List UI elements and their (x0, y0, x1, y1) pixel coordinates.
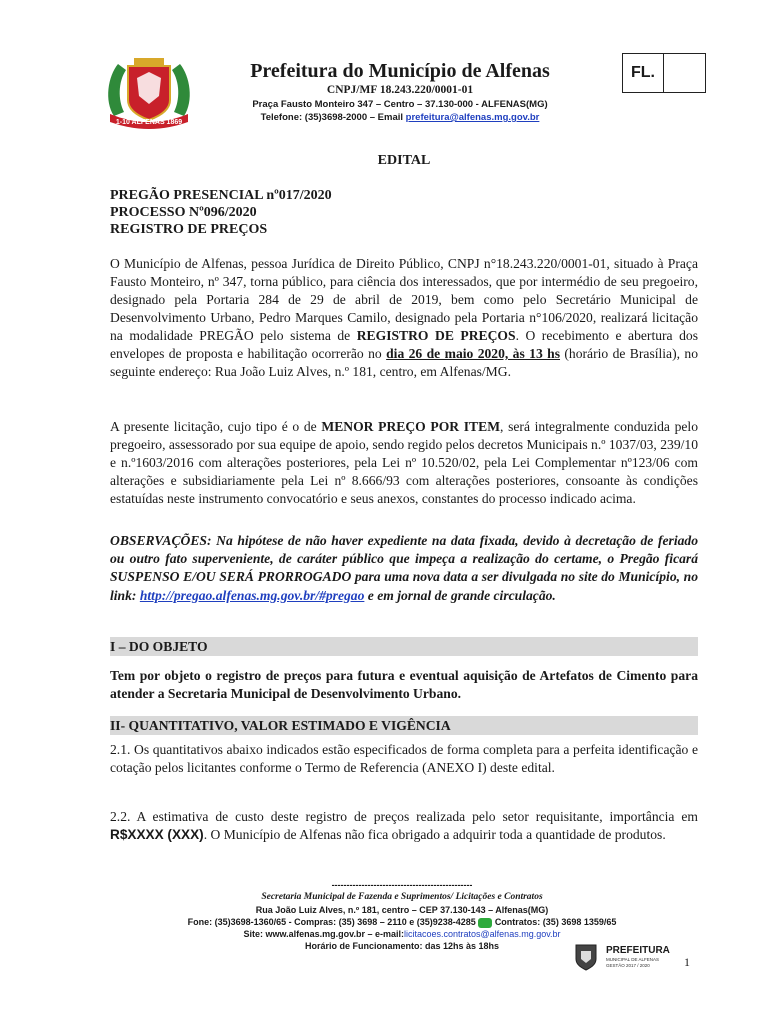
logo-text: PREFEITURA (606, 945, 670, 956)
paragraph-2-1: 2.1. Os quantitativos abaixo indicados estão especificados de forma completa para a perfeita identificação e cotação pelos licitantes conforme o Termo de Referencia (ANEXO I) deste edital. (110, 742, 698, 775)
p22-text-a: 2.2. A estimativa de custo deste registro de preços realizada pelo setor requisitante, importância em (110, 809, 698, 824)
footer-hours: Horário de Funcionamento: das 12hs às 18hs (304, 941, 500, 951)
p22-text-b: . O Município de Alfenas não fica obrigado a adquirir toda a quantidade de produtos. (203, 827, 666, 842)
prefeitura-footer-logo (572, 941, 690, 971)
header-cnpj: CNPJ/MF 18.243.220/0001-01 (326, 84, 474, 96)
pregao-heading: PREGÃO PRESENCIAL nº017/2020 (110, 188, 332, 203)
header-title: Prefeitura do Município de Alfenas (250, 60, 550, 82)
footer-secretaria: Secretaria Municipal de Fazenda e Suprimentos/ Licitações e Contratos (261, 892, 543, 902)
footer-phones-text-a: Fone: (35)3698-1360/65 - Compras: (35) 3698 – 2110 e (35)9238-4285 (187, 917, 479, 927)
footer-phones (150, 917, 654, 928)
whatsapp-icon (478, 918, 492, 928)
doc-title: EDITAL (377, 153, 431, 168)
observacoes-paragraph (110, 532, 698, 605)
footer-phones-text-b: Contratos: (35) 3698 1359/65 (494, 917, 617, 927)
doc-headings (110, 187, 698, 238)
header-phone-text: Telefone: (35)3698-2000 – Email (260, 112, 406, 123)
pregao-link[interactable]: http://pregao.alfenas.mg.gov.br/#pregao (139, 587, 365, 603)
processo-heading: PROCESSO Nº096/2020 (110, 205, 257, 220)
intro-text-b: . O recebimento e abertura dos envelopes de proposta e habilitação ocorrerão no (110, 328, 698, 361)
header-email-link[interactable]: prefeitura@alfenas.mg.gov.br (405, 112, 540, 123)
logo-subtext-2: GESTÃO 2017 / 2020 (606, 963, 650, 968)
folha-label: FL. (623, 54, 664, 92)
licitacao-text-a: A presente licitação, cujo tipo é o de (110, 419, 322, 434)
footer-site-text: Site: www.alfenas.mg.gov.br – e-mail: (243, 929, 404, 939)
footer-site (150, 929, 654, 939)
registro-heading: REGISTRO DE PREÇOS (110, 222, 268, 237)
obs-text-a: OBSERVAÇÕES: Na hipótese de não haver expediente na data fixada, devido à decretação de feriado ou outro fato superveniente, de caráter público que impeça a realização do certame, o Pregão ficará SUSPENSO E/OU SERÁ PRORROGADO para uma nova data a ser divulgada no site do Município, no link: (110, 533, 698, 603)
section-objeto-heading: I – DO OBJETO (110, 637, 698, 656)
page-number: 1 (684, 955, 690, 969)
section-quantitativo-heading: II- QUANTITATIVO, VALOR ESTIMADO E VIGÊNCIA (110, 716, 698, 735)
footer-email-link[interactable]: licitacoes.contratos@alfenas.mg.gov.br (404, 929, 561, 939)
footer-rule: ----------------------------------------------- (331, 880, 473, 890)
intro-bold: REGISTRO DE PREÇOS (356, 328, 516, 343)
intro-date: dia 26 de maio 2020, às 13 hs (386, 346, 561, 361)
folha-value (664, 54, 705, 92)
crest-banner-text: 1-10 ALFENAS 1869 (115, 119, 183, 126)
obs-text-b: e em jornal de grande circulação. (364, 587, 556, 603)
footer-address: Rua João Luiz Alves, n.º 181, centro – CEP 37.130-143 – Alfenas(MG) (255, 905, 549, 915)
logo-subtext: MUNICIPAL DE ALFENAS (606, 957, 660, 962)
paragraph-2-2 (110, 808, 698, 844)
objeto-paragraph: Tem por objeto o registro de preços para futura e eventual aquisição de Artefatos de Cimento para atender a Secretaria Municipal de Desenvolvimento Urbano. (110, 668, 698, 701)
header-address: Praça Fausto Monteiro 347 – Centro – 37.130-000 - ALFENAS(MG) (252, 99, 548, 110)
folha-box (622, 53, 706, 93)
header-phone (200, 112, 600, 123)
intro-text-a: O Município de Alfenas, pessoa Jurídica de Direito Público, CNPJ n°18.243.220/0001-01, situado à Praça Fausto Monteiro, nº 347, torna público, para ciência dos interessados, que por intermédio de seu pregoeiro, designado pela Portaria 284 de 29 de abril de 2019, bem como pelo Secretário Municipal de Desenvolvimento Urbano, Pedro Marques Camilo, designado pela Portaria n°106/2020, realizará licitação na modalidade PREGÃO pelo sistema de (110, 256, 698, 343)
intro-paragraph (110, 255, 698, 381)
p22-value: R$XXXX (XXX) (110, 827, 204, 842)
licitacao-paragraph (110, 418, 698, 508)
licitacao-text-b: , será integralmente conduzida pelo pregoeiro, assessorado por sua equipe de apoio, sendo regido pelos decretos Municipais n.º 1037/03, 239/10 e n.º1603/2016 com alterações posteriores, pela Lei nº 10.520/02, pela Lei Complementar nº123/06 com alterações e subsidiariamente pela Lei nº 8.666/93 com alterações posteriores, consoante às condições estatuídas neste instrumento convocatório e seus anexos, constantes do processo indicado acima. (110, 419, 698, 506)
intro-text-c: (horário de Brasília), no seguinte endereço: Rua João Luiz Alves, n.º 181, centro, em Alfenas/MG. (110, 346, 699, 379)
municipal-crest-logo (104, 56, 194, 130)
licitacao-bold: MENOR PREÇO POR ITEM (321, 419, 501, 434)
